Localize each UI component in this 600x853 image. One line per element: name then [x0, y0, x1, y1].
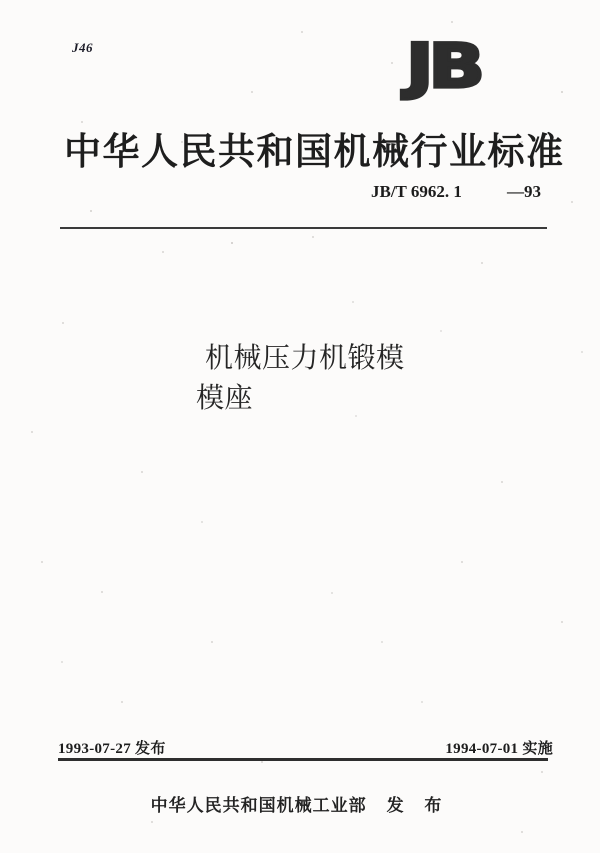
- document-title: [196, 338, 405, 418]
- document-title-line2: 模座: [196, 382, 254, 413]
- standard-number: JB/T 6962. 1: [371, 182, 462, 201]
- implementation-date: 1994-07-01 实施: [445, 741, 553, 757]
- doc-classification-code: J46: [72, 40, 93, 55]
- issue-date: 1993-07-27 发布: [58, 741, 166, 757]
- document-title-line1: 机械压力机锻模: [205, 342, 405, 373]
- standard-year: —93: [507, 182, 541, 201]
- publisher-row: [0, 791, 600, 816]
- publish-action-label: 发 布: [386, 796, 450, 815]
- footer-divider-rule: [58, 758, 548, 761]
- header-divider-rule: [60, 227, 547, 229]
- standard-header-title: 中华人民共和国机械行业标准: [64, 132, 565, 173]
- issuing-body: 中华人民共和国机械工业部: [150, 796, 367, 815]
- dates-row: [58, 737, 553, 758]
- scan-noise: [0, 0, 2, 2]
- jb-standard-logo: JB: [406, 31, 480, 102]
- standard-designation: [371, 182, 541, 202]
